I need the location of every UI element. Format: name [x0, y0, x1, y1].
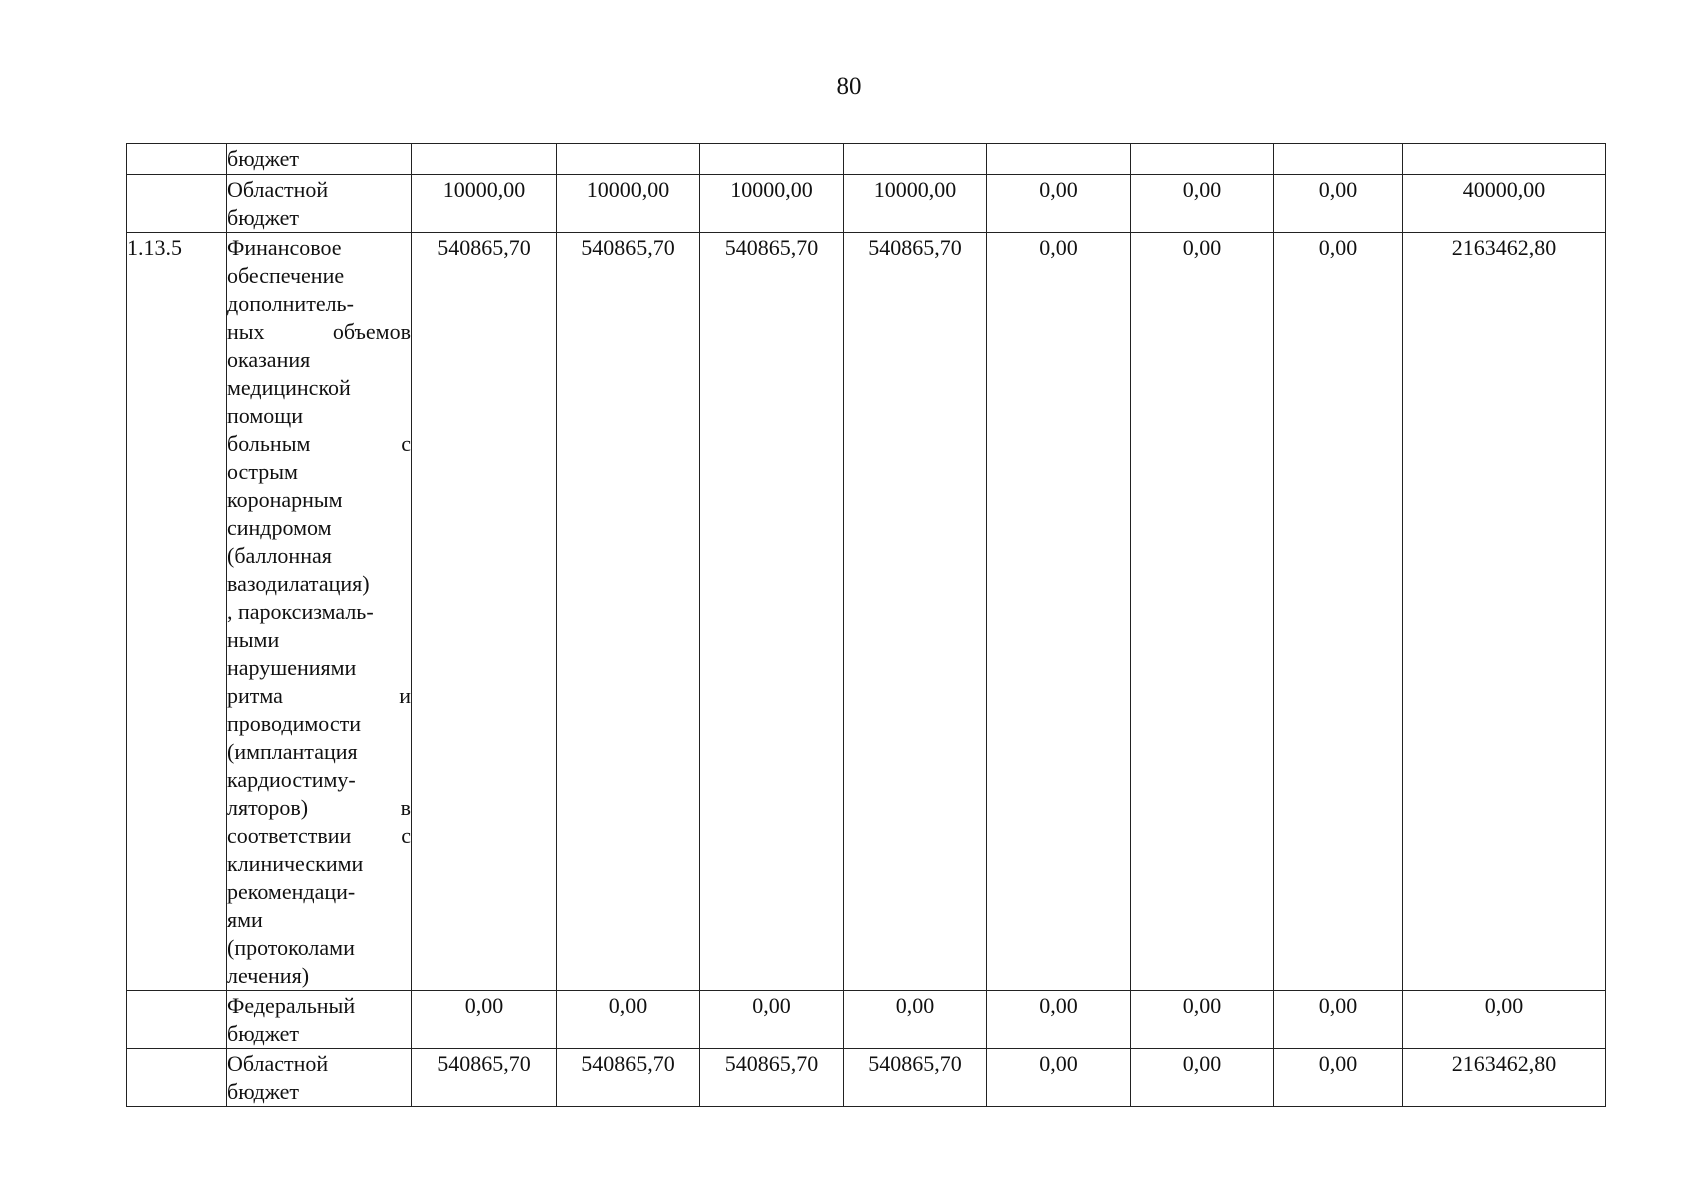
- item-code-cell: 1.13.5: [127, 233, 227, 991]
- item-code-cell: [127, 144, 227, 175]
- budget-table-body: [127, 144, 1606, 1107]
- amount-value-cell: 0,00: [1274, 175, 1403, 233]
- item-name-line: соответствии с: [227, 823, 411, 848]
- table-row: [127, 991, 1606, 1049]
- item-name-line: ных объемов: [227, 319, 411, 344]
- total-value-cell: 2163462,80: [1403, 1049, 1606, 1107]
- amount-value-cell: 540865,70: [557, 233, 700, 991]
- item-name-line: Областной: [227, 1051, 329, 1076]
- amount-value-cell: 0,00: [1274, 991, 1403, 1049]
- item-name-cell: [227, 991, 412, 1049]
- amount-value-cell: 0,00: [1274, 233, 1403, 991]
- item-name-line: бюджет: [227, 205, 299, 230]
- amount-value-cell: 0,00: [987, 1049, 1131, 1107]
- item-name-line: Областной: [227, 177, 329, 202]
- amount-value-cell: 10000,00: [700, 175, 844, 233]
- item-code-cell: [127, 991, 227, 1049]
- item-name-line: (баллонная: [227, 543, 332, 568]
- item-name-line: помощи: [227, 403, 303, 428]
- item-name-cell: [227, 233, 412, 991]
- item-name-line: острым: [227, 459, 298, 484]
- table-row: [127, 233, 1606, 991]
- item-name-line: нарушениями: [227, 655, 357, 680]
- amount-value-cell: 0,00: [557, 991, 700, 1049]
- item-name-cell: [227, 144, 412, 175]
- item-name-line: Федеральный: [227, 993, 356, 1018]
- amount-value-cell: 0,00: [1274, 1049, 1403, 1107]
- amount-value-cell: 0,00: [412, 991, 557, 1049]
- amount-value-cell: 0,00: [700, 991, 844, 1049]
- item-name-line: бюджет: [227, 1021, 299, 1046]
- item-name-line: (имплантация: [227, 739, 358, 764]
- item-name-line: кардиостиму-: [227, 767, 356, 792]
- item-name-line: оказания: [227, 347, 311, 372]
- amount-value-cell: 0,00: [987, 991, 1131, 1049]
- amount-value-cell: [844, 144, 987, 175]
- amount-value-cell: [557, 144, 700, 175]
- item-name-line: Финансовое: [227, 235, 342, 260]
- amount-value-cell: 540865,70: [700, 1049, 844, 1107]
- item-name-line: проводимости: [227, 711, 361, 736]
- item-name-line: медицинской: [227, 375, 351, 400]
- item-name-line: коронарным: [227, 487, 343, 512]
- item-name-line: (протоколами: [227, 935, 355, 960]
- item-name-line: лечения): [227, 963, 310, 988]
- item-name-line: бюджет: [227, 1079, 299, 1104]
- amount-value-cell: 540865,70: [557, 1049, 700, 1107]
- item-name-line: дополнитель-: [227, 291, 354, 316]
- item-name-line: ными: [227, 627, 280, 652]
- total-value-cell: [1403, 144, 1606, 175]
- budget-table: [126, 143, 1606, 1107]
- amount-value-cell: 540865,70: [844, 233, 987, 991]
- amount-value-cell: 10000,00: [844, 175, 987, 233]
- amount-value-cell: 540865,70: [412, 1049, 557, 1107]
- item-code-cell: [127, 175, 227, 233]
- amount-value-cell: 540865,70: [700, 233, 844, 991]
- item-name-line: бюджет: [227, 146, 299, 171]
- table-row: [127, 1049, 1606, 1107]
- amount-value-cell: 0,00: [1131, 1049, 1274, 1107]
- page-number: 80: [836, 73, 862, 100]
- amount-value-cell: 0,00: [1131, 175, 1274, 233]
- amount-value-cell: 10000,00: [557, 175, 700, 233]
- amount-value-cell: 540865,70: [844, 1049, 987, 1107]
- item-name-line: ритма и: [227, 683, 411, 708]
- item-name-line: рекомендаци-: [227, 879, 356, 904]
- amount-value-cell: [987, 144, 1131, 175]
- item-name-cell: [227, 175, 412, 233]
- amount-value-cell: 0,00: [987, 233, 1131, 991]
- amount-value-cell: 0,00: [1131, 991, 1274, 1049]
- item-name-line: синдромом: [227, 515, 332, 540]
- item-name-line: ями: [227, 907, 263, 932]
- item-code-cell: [127, 1049, 227, 1107]
- amount-value-cell: [700, 144, 844, 175]
- amount-value-cell: [412, 144, 557, 175]
- item-name-line: ляторов) в: [227, 795, 411, 820]
- item-name-line: больным с: [227, 431, 411, 456]
- amount-value-cell: [1131, 144, 1274, 175]
- table-row: [127, 144, 1606, 175]
- item-name-line: вазодилатация): [227, 571, 370, 596]
- total-value-cell: 2163462,80: [1403, 233, 1606, 991]
- amount-value-cell: 10000,00: [412, 175, 557, 233]
- item-name-line: , пароксизмаль-: [227, 599, 374, 624]
- total-value-cell: 40000,00: [1403, 175, 1606, 233]
- item-name-line: клиническими: [227, 851, 364, 876]
- total-value-cell: 0,00: [1403, 991, 1606, 1049]
- table-row: [127, 175, 1606, 233]
- amount-value-cell: 0,00: [844, 991, 987, 1049]
- item-name-line: обеспечение: [227, 263, 345, 288]
- amount-value-cell: 0,00: [987, 175, 1131, 233]
- amount-value-cell: 540865,70: [412, 233, 557, 991]
- item-name-cell: [227, 1049, 412, 1107]
- amount-value-cell: 0,00: [1131, 233, 1274, 991]
- amount-value-cell: [1274, 144, 1403, 175]
